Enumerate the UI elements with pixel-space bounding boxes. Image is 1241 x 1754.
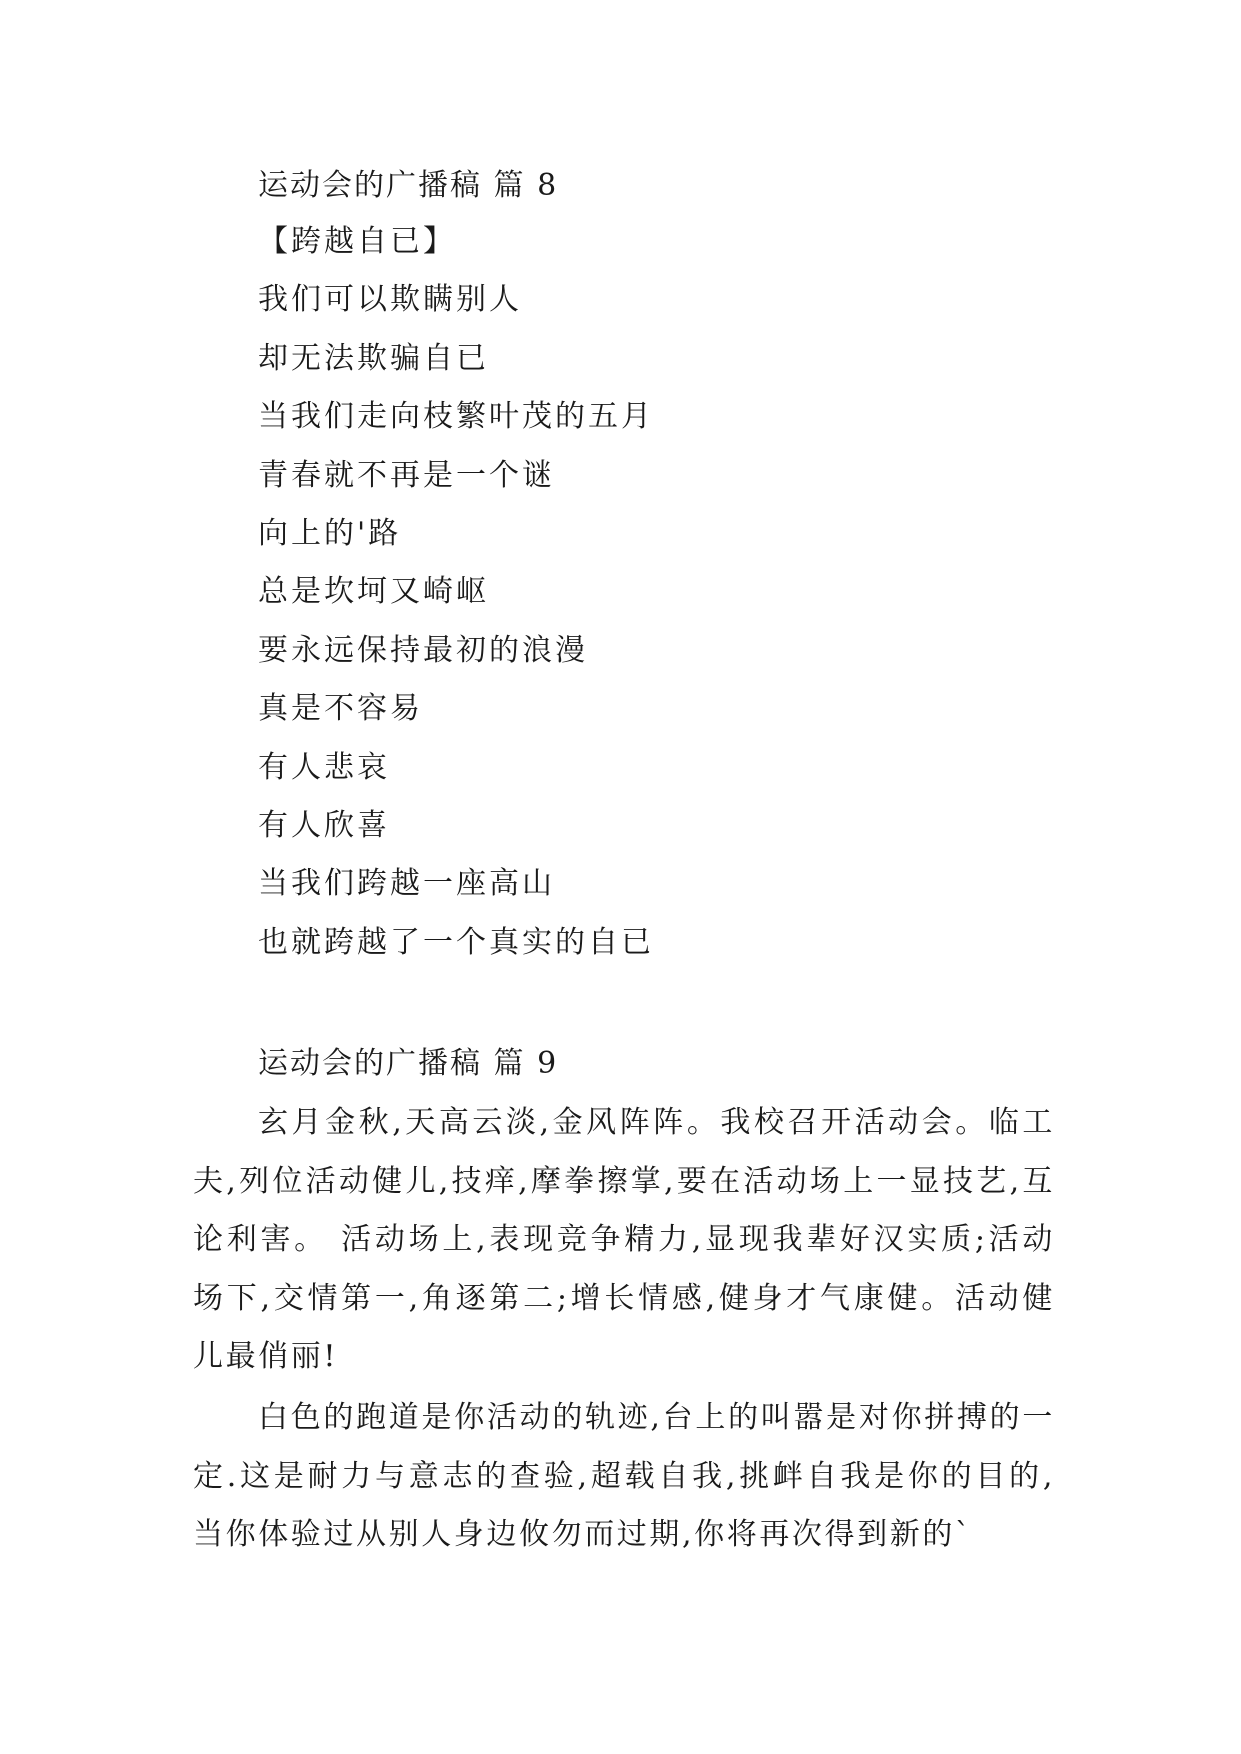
poem-line: 要永远保持最初的浪漫 — [258, 632, 588, 668]
body-paragraph: 玄月金秋,天高云淡,金风阵阵。我校召开活动会。临工夫,列位活动健儿,技痒,摩拳擦掌,要在活动场上一显技艺,互论利害。 活动场上,表现竞争精力,显现我辈好汉实质;活动场下,交情第一,角逐第二;增长情感,健身才气康健。活动健儿最俏丽! — [193, 1105, 1055, 1374]
poem-lines — [258, 222, 654, 981]
poem-line: 总是坎坷又崎岖 — [258, 574, 489, 610]
poem-line: 当我们跨越一座高山 — [258, 866, 555, 902]
poem-line: 却无法欺骗自已 — [258, 340, 489, 376]
poem-line: 也就跨越了一个真实的自已 — [258, 924, 654, 960]
poem-line: 我们可以欺瞒别人 — [258, 282, 522, 318]
poem-line: 向上的'路 — [258, 515, 402, 551]
poem-line: 【跨越自已】 — [258, 224, 456, 259]
poem-line: 真是不容易 — [258, 691, 423, 727]
body-paragraph: 白色的跑道是你活动的轨迹,台上的叫嚣是对你拼搏的一定.这是耐力与意志的查验,超载自我,挑衅自我是你的目的,当你体验过从别人身边攸勿而过期,你将再次得到新的` — [193, 1400, 1055, 1552]
poem-line: 有人欣喜 — [258, 807, 390, 843]
poem-line: 有人悲哀 — [258, 749, 390, 785]
section-9-heading: 运动会的广播稿 篇 9 — [258, 1046, 559, 1081]
poem-line: 青春就不再是一个谜 — [258, 457, 555, 493]
section-8-heading: 运动会的广播稿 篇 8 — [258, 168, 559, 203]
poem-line: 当我们走向枝繁叶茂的五月 — [258, 399, 654, 435]
